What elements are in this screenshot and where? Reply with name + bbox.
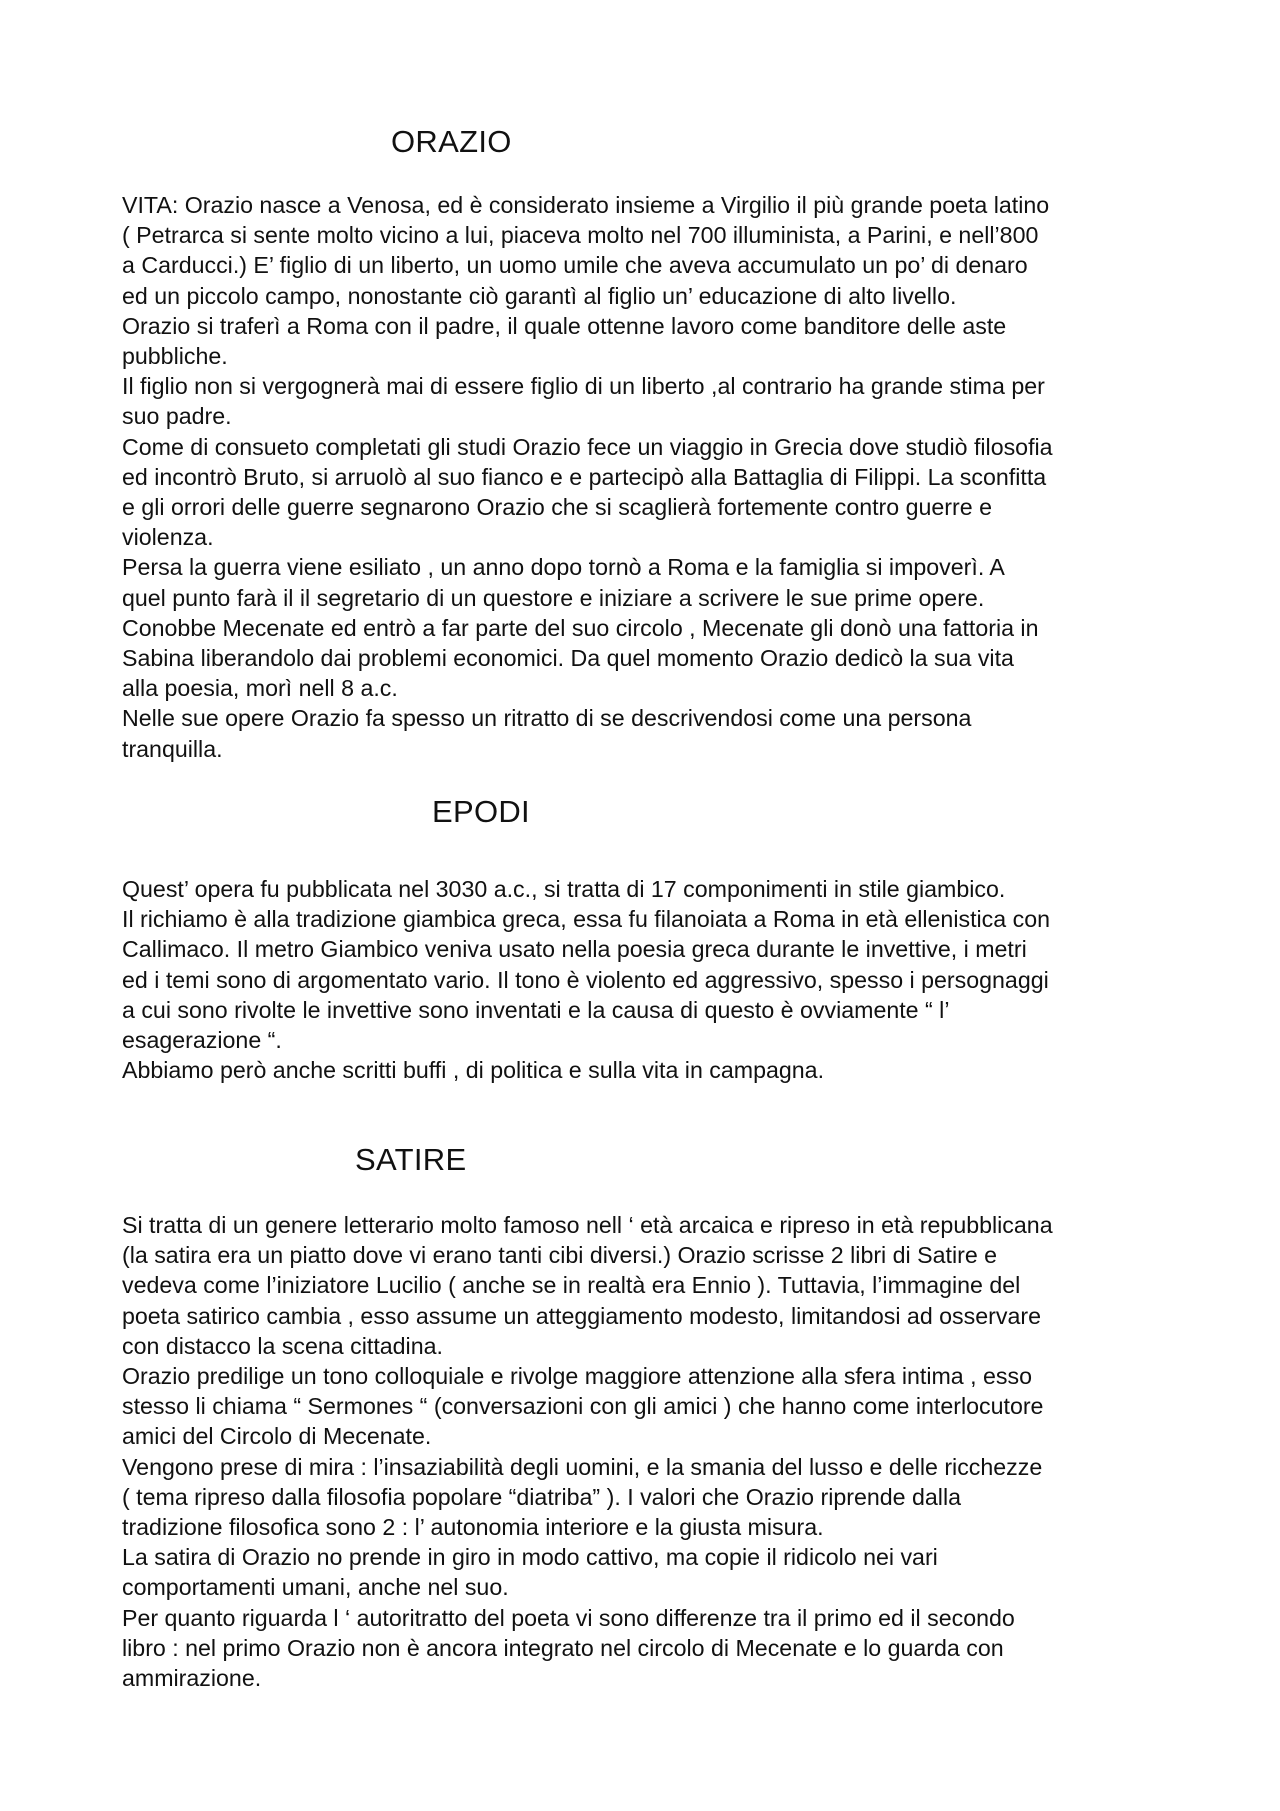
text-line: a cui sono rivolte le invettive sono inventati e la causa di questo è ovviamente “ l’ (122, 996, 950, 1023)
text-line: ( Petrarca si sente molto vicino a lui, piaceva molto nel 700 illuminista, a Parini, e nell’800 (122, 222, 1039, 249)
text-line: Sabina liberandolo dai problemi economici. Da quel momento Orazio dedicò la sua vita (122, 645, 1014, 672)
section-epodi (122, 874, 1172, 1085)
text-line: libro : nel primo Orazio non è ancora integrato nel circolo di Mecenate e lo guarda con (122, 1634, 1004, 1661)
text-line: poeta satirico cambia , esso assume un atteggiamento modesto, limitandosi ad osservare (122, 1302, 1041, 1329)
text-line: Orazio si traferì a Roma con il padre, il quale ottenne lavoro come banditore delle aste (122, 312, 1007, 339)
text-line: tradizione filosofica sono 2 : l’ autonomia interiore e la giusta misura. (122, 1514, 824, 1541)
text-line: amici del Circolo di Mecenate. (122, 1423, 432, 1450)
text-line: Callimaco. Il metro Giambico veniva usato nella poesia greca durante le invettive, i metri (122, 936, 1027, 963)
text-line: quel punto farà il il segretario di un questore e iniziare a scrivere le sue prime opere. (122, 584, 985, 611)
text-line: Il figlio non si vergognerà mai di essere figlio di un liberto ,al contrario ha grande stima per (122, 373, 1045, 400)
text-line: stesso li chiama “ Sermones “ (conversazioni con gli amici ) che hanno come interlocutore (122, 1393, 1044, 1420)
text-line: violenza. (122, 524, 214, 551)
text-line: esagerazione “. (122, 1027, 282, 1054)
text-line: Per quanto riguarda l ‘ autoritratto del poeta vi sono differenze tra il primo ed il secondo (122, 1604, 1015, 1631)
text-line: con distacco la scena cittadina. (122, 1332, 443, 1359)
text-line: Orazio predilige un tono colloquiale e rivolge maggiore attenzione alla sfera intima , esso (122, 1363, 1032, 1390)
text-line: Si tratta di un genere letterario molto famoso nell ‘ età arcaica e ripreso in età repubblicana (122, 1212, 1053, 1238)
text-line: Abbiamo però anche scritti buffi , di politica e sulla vita in campagna. (122, 1057, 825, 1084)
text-line: suo padre. (122, 403, 232, 430)
text-line: Quest’ opera fu pubblicata nel 3030 a.c., si tratta di 17 componimenti in stile giambico. (122, 876, 1006, 902)
text-line: La satira di Orazio no prende in giro in modo cattivo, ma copie il ridicolo nei vari (122, 1544, 938, 1571)
text-line: ed i temi sono di argomentato vario. Il tono è violento ed aggressivo, spesso i persognaggi (122, 966, 1049, 993)
text-line: ed un piccolo campo, nonostante ciò garantì al figlio un’ educazione di alto livello. (122, 282, 957, 309)
heading-satire: SATIRE (355, 1142, 467, 1177)
text-line: Vengono prese di mira : l’insaziabilità degli uomini, e la smania del lusso e delle ricchezze (122, 1453, 1043, 1480)
text-line: ( tema ripreso dalla filosofia popolare “diatriba” ). I valori che Orazio riprende dalla (122, 1483, 962, 1510)
text-line: VITA: Orazio nasce a Venosa, ed è considerato insieme a Virgilio il più grande poeta latino (122, 192, 1050, 218)
text-line: ed incontrò Bruto, si arruolò al suo fianco e e partecipò alla Battaglia di Filippi. La sconfitta (122, 463, 1047, 490)
text-line: a Carducci.) E’ figlio di un liberto, un uomo umile che aveva accumulato un po’ di denaro (122, 252, 1028, 279)
text-line: Persa la guerra viene esiliato , un anno dopo tornò a Roma e la famiglia si impoverì. A (122, 554, 1005, 581)
text-line: (la satira era un piatto dove vi erano tanti cibi diversi.) Orazio scrisse 2 libri di Satire e (122, 1242, 998, 1269)
text-line: vedeva come l’iniziatore Lucilio ( anche se in realtà era Ennio ). Tuttavia, l’immagine del (122, 1272, 1021, 1299)
section-vita (122, 190, 1172, 764)
text-line: Come di consueto completati gli studi Orazio fece un viaggio in Grecia dove studiò filosofia (122, 433, 1053, 460)
text-line: e gli orrori delle guerre segnarono Orazio che si scaglierà fortemente contro guerre e (122, 494, 992, 521)
heading-epodi: EPODI (432, 794, 530, 829)
text-line: Il richiamo è alla tradizione giambica greca, essa fu filanoiata a Roma in età ellenistica con (122, 906, 1050, 933)
text-line: ammirazione. (122, 1665, 262, 1692)
text-line: Conobbe Mecenate ed entrò a far parte del suo circolo , Mecenate gli donò una fattoria in (122, 614, 1039, 641)
text-line: comportamenti umani, anche nel suo. (122, 1574, 509, 1601)
text-line: tranquilla. (122, 735, 223, 762)
text-line: alla poesia, morì nell 8 a.c. (122, 675, 398, 702)
section-satire (122, 1210, 1172, 1693)
text-line: Nelle sue opere Orazio fa spesso un ritratto di se descrivendosi come una persona (122, 705, 972, 732)
text-line: pubbliche. (122, 343, 228, 370)
heading-orazio: ORAZIO (391, 124, 512, 159)
